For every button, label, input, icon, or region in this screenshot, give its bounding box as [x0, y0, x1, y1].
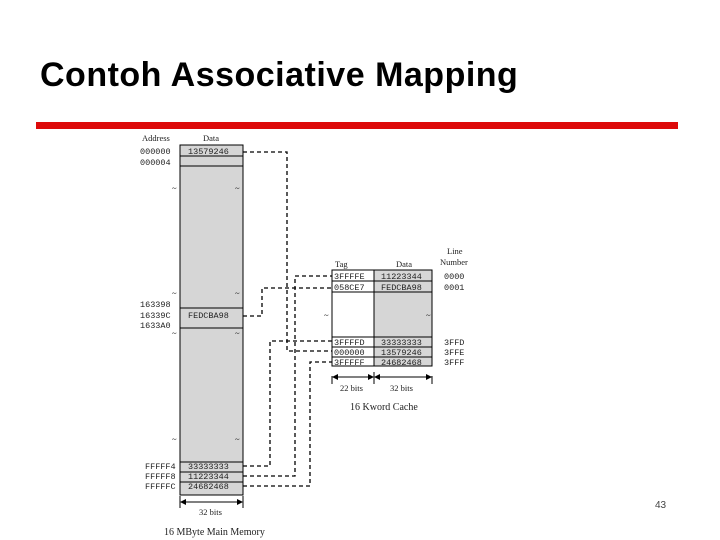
break-mark: ~ [324, 310, 329, 320]
cache-header-tag: Tag [335, 259, 348, 269]
break-mark: ~ [426, 310, 431, 320]
mapping-connector [243, 362, 332, 486]
cache-tag-width-label: 22 bits [340, 383, 363, 393]
mm-data: 33333333 [188, 462, 229, 472]
mm-address: FFFFFC [145, 482, 176, 492]
mapping-connector [243, 341, 332, 466]
cache-header-number: Number [440, 257, 468, 267]
slide-title: Contoh Associative Mapping [40, 56, 519, 94]
cache-data: FEDCBA98 [381, 283, 422, 293]
break-mark: ~ [235, 434, 240, 444]
mm-address: 000000 [140, 147, 171, 157]
cache-caption: 16 Kword Cache [350, 402, 418, 413]
mm-data: 13579246 [188, 147, 229, 157]
mm-data: FEDCBA98 [188, 311, 229, 321]
cache-data: 24682468 [381, 358, 422, 368]
cache-tag: 3FFFFF [334, 358, 365, 368]
break-mark: ~ [172, 288, 177, 298]
mm-address: 000004 [140, 158, 171, 168]
cache-tag: 3FFFFE [334, 272, 365, 282]
cache-data: 33333333 [381, 338, 422, 348]
mm-data: 24682468 [188, 482, 229, 492]
mm-address: FFFFF4 [145, 462, 176, 472]
cache-header-data: Data [396, 259, 413, 269]
break-mark: ~ [172, 434, 177, 444]
mm-address: 163398 [140, 300, 171, 310]
page-number: 43 [655, 500, 667, 511]
break-mark: ~ [172, 328, 177, 338]
break-mark: ~ [235, 183, 240, 193]
cache-data: 13579246 [381, 348, 422, 358]
cache-data: 11223344 [381, 272, 422, 282]
cache-line-number: 3FFE [444, 348, 465, 358]
mm-width-label: 32 bits [199, 507, 222, 517]
mm-address: 16339C [140, 311, 171, 321]
mm-address: 1633A0 [140, 321, 171, 331]
mm-data: 11223344 [188, 472, 229, 482]
cache-line-number: 3FFF [444, 358, 465, 368]
mm-header-address: Address [142, 133, 170, 143]
mm-header-data: Data [203, 133, 220, 143]
break-mark: ~ [235, 288, 240, 298]
cache-line-number: 0001 [444, 283, 465, 293]
break-mark: ~ [172, 183, 177, 193]
cache-line-number: 0000 [444, 272, 465, 282]
cache-tag: 058CE7 [334, 283, 365, 293]
cache-line-number: 3FFD [444, 338, 465, 348]
cache-tag: 000000 [334, 348, 365, 358]
cache-tag: 3FFFFD [334, 338, 365, 348]
break-mark: ~ [235, 328, 240, 338]
mapping-connector [243, 152, 332, 351]
cache-data-width-label: 32 bits [390, 383, 413, 393]
cache-header-line: Line [447, 246, 463, 256]
mm-address: FFFFF8 [145, 472, 176, 482]
mm-caption: 16 MByte Main Memory [164, 527, 265, 538]
